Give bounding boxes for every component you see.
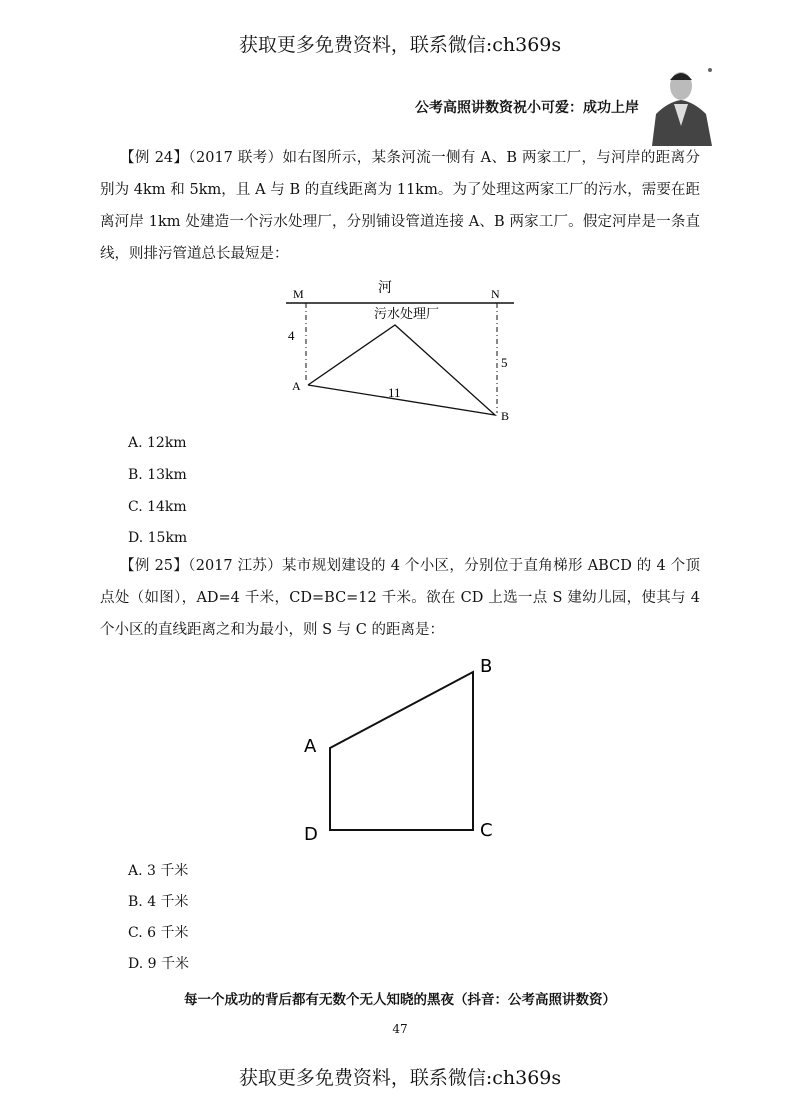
label-A: A	[304, 736, 317, 757]
q24-option-c: C. 14km	[128, 499, 187, 515]
page-number: 47	[392, 1022, 408, 1036]
river-diagram	[270, 280, 530, 430]
label-A: A	[292, 379, 301, 393]
header-tagline: 公考高照讲数资祝小可爱：成功上岸	[415, 100, 639, 116]
label-M: M	[293, 287, 304, 301]
question-24-text: 【例 24】（2017 联考）如右图所示，某条河流一侧有 A、B 两家工厂，与河岸的距离分别为 4km 和 5km，且 A 与 B 的直线距离为 11km。为了处理这两家工厂的污水，需要在距离河岸 1km 处建造一个污水处理厂，分别铺设管道连接 A、B 两家工厂。假定河岸是一条直线，则排污管道总长最短是：	[100, 150, 700, 262]
q24-option-b: B. 13km	[128, 467, 187, 483]
label-N: N	[491, 287, 500, 301]
top-banner: 获取更多免费资料，联系微信:ch369s	[238, 34, 562, 56]
label-plant: 污水处理厂	[374, 306, 440, 321]
label-dist-A: 4	[288, 328, 295, 343]
label-dist-AB: 11	[388, 385, 401, 400]
pipe-triangle	[308, 325, 495, 415]
question-25-text: 【例 25】（2017 江苏）某市规划建设的 4 个小区，分别位于直角梯形 ABCD 的 4 个顶点处（如图），AD=4 千米，CD=BC=12 千米。欲在 CD 上选一点 S 建幼儿园，使其与 4 个小区的直线距离之和为最小，则 S 与 C 的距离是：	[100, 558, 700, 638]
q25-option-c: C. 6 千米	[128, 925, 189, 941]
q24-option-a: A. 12km	[128, 435, 187, 451]
label-B: B	[501, 409, 510, 423]
q25-option-a: A. 3 千米	[128, 863, 189, 879]
trapezoid-ABCD	[330, 672, 473, 830]
footer-slogan: 每一个成功的背后都有无数个无人知晓的黑夜（抖音：公考高照讲数资）	[184, 992, 616, 1008]
trapezoid-diagram	[290, 650, 510, 850]
label-C: C	[480, 820, 493, 841]
q25-option-d: D. 9 千米	[128, 956, 189, 972]
label-river: 河	[378, 281, 392, 296]
label-D: D	[304, 824, 318, 845]
bottom-banner: 获取更多免费资料，联系微信:ch369s	[238, 1067, 562, 1089]
label-dist-B: 5	[501, 355, 508, 370]
teacher-photo	[648, 64, 714, 146]
q24-option-d: D. 15km	[128, 530, 188, 546]
label-B: B	[480, 656, 493, 677]
q25-option-b: B. 4 千米	[128, 894, 189, 910]
